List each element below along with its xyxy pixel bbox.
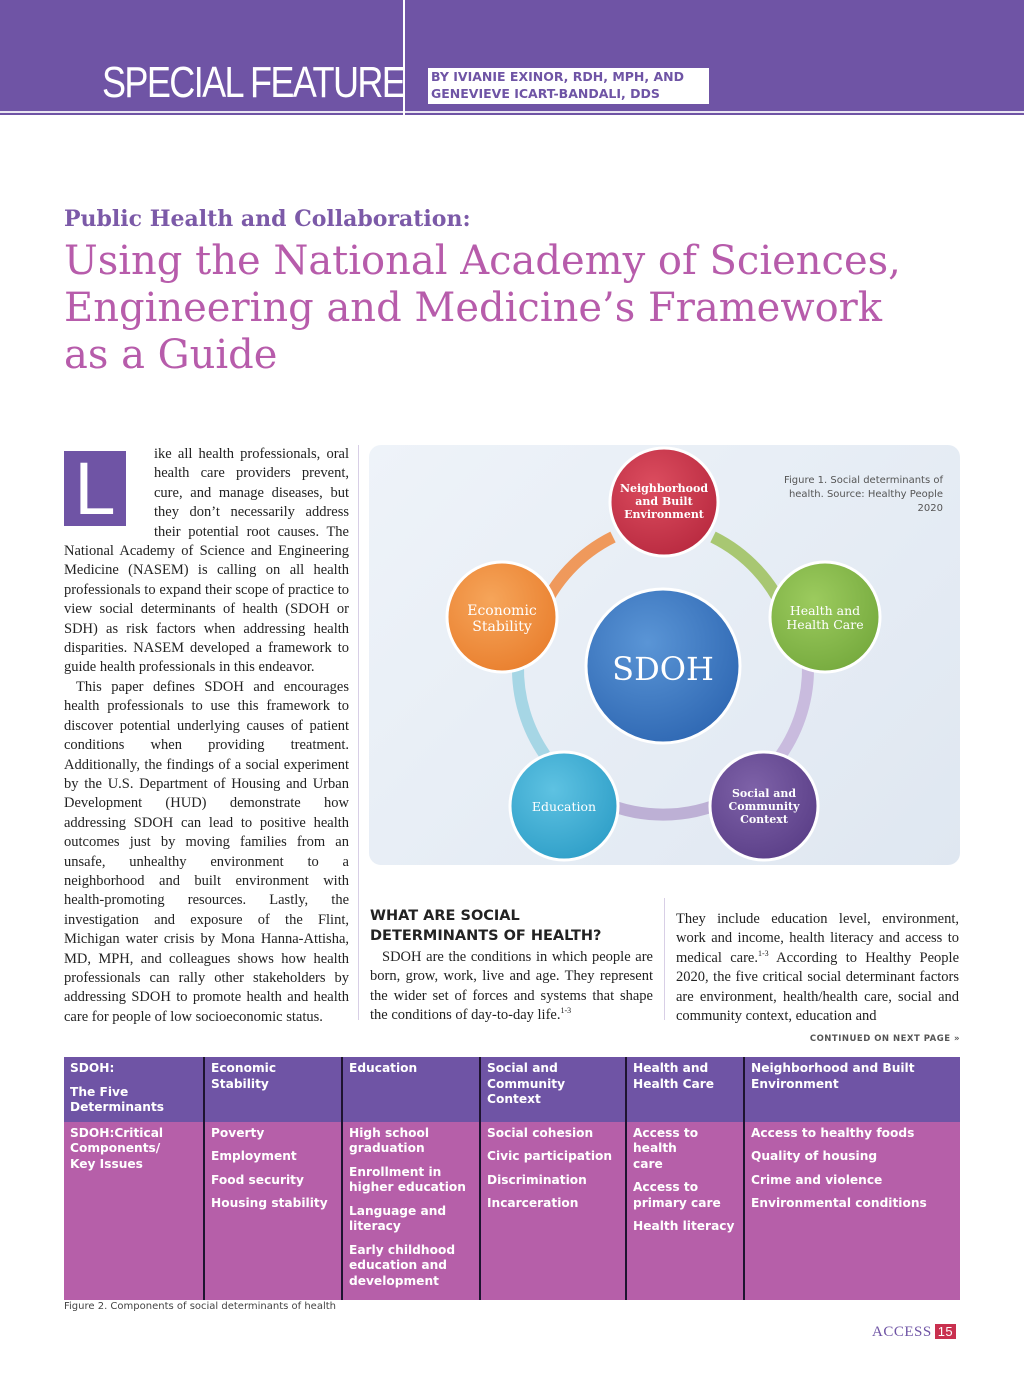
caption-line: 2020	[917, 503, 943, 514]
list-item: Enrollment in	[349, 1164, 442, 1179]
node-social-label: Context	[740, 813, 788, 826]
node-health-label: Health and	[789, 603, 861, 618]
table-cell	[204, 1122, 342, 1300]
list-item: Access to	[633, 1180, 699, 1194]
header-text: The Five	[70, 1084, 129, 1099]
table-cell	[64, 1122, 204, 1300]
list-item: graduation	[349, 1141, 425, 1155]
byline-line-1: BY IVIANIE EXINOR, RDH, MPH, AND	[431, 69, 685, 84]
paragraph-4-cont: According to Healthy People 2020, the five critical social determinant factors are environment, health/health care, social and community context, education and	[676, 949, 959, 1025]
section-heading-line: DETERMINANTS OF HEALTH?	[370, 928, 602, 944]
table-header-cell	[204, 1057, 342, 1122]
header-text: Neighborhood and Built	[751, 1061, 915, 1075]
list-item: higher education	[349, 1180, 466, 1194]
list-item: education and	[349, 1258, 448, 1272]
table-header-cell	[744, 1057, 960, 1122]
list-item: Early childhood	[349, 1242, 456, 1257]
section-label: SPECIAL FEATURE	[102, 58, 405, 107]
header-text: Social and	[487, 1061, 558, 1075]
node-social-label: Social and	[731, 787, 797, 800]
node-social-label: Community	[728, 800, 800, 813]
sdoh-table	[64, 1057, 960, 1300]
node-education-label: Education	[531, 799, 597, 814]
list-item: literacy	[349, 1219, 401, 1233]
header-text: Health and	[633, 1061, 709, 1075]
title-line-2: Engineering and Medicine’s Framework	[64, 285, 883, 331]
node-neighborhood-label: Environment	[624, 508, 704, 521]
list-item: Quality of housing	[751, 1149, 878, 1163]
table-cell	[480, 1122, 626, 1300]
byline-line-2: GENEVIEVE ICART-BANDALI, DDS	[431, 86, 660, 101]
magazine-name: ACCESS	[872, 1324, 932, 1340]
node-neighborhood-label: and Built	[635, 495, 693, 508]
table-row	[64, 1122, 960, 1300]
header-text: Economic Stability	[211, 1061, 277, 1091]
table-header-cell	[64, 1057, 204, 1122]
list-item: Access to healthy foods	[751, 1125, 915, 1140]
header-text: SDOH:	[70, 1061, 115, 1075]
list-item: Housing stability	[211, 1196, 328, 1210]
list-item: Employment	[211, 1149, 297, 1163]
sdoh-center-label: SDOH	[612, 650, 714, 688]
caption-line: health. Source: Healthy People	[788, 489, 943, 500]
list-item: Poverty	[211, 1125, 265, 1140]
ring-arc	[518, 665, 545, 755]
reference-marker: 1-3	[757, 948, 769, 958]
table-cell	[744, 1122, 960, 1300]
table-header-cell	[342, 1057, 480, 1122]
node-economic-label: Economic	[467, 603, 537, 619]
table-header-cell	[480, 1057, 626, 1122]
list-item: Crime and violence	[751, 1172, 883, 1187]
table-cell	[626, 1122, 744, 1300]
title-line-1: Using the National Academy of Sciences,	[64, 238, 901, 284]
table-cell	[342, 1122, 480, 1300]
paragraph-2: This paper defines SDOH and encourages health professionals to use this framework to discover potential underlying causes of patient conditions when providing treatment. Additionally, the findings of a social experiment by the U.S. Department of Housing and Urban Development (HUD) demonstrate how addressing SDOH can lead to positive health outcomes just by moving families from an unsafe, unhealthy environment to a neighborhood and built environment with health-promoting resources. Lastly, the investigation and exposure of the Flint, Michigan water crisis by Mona Hanna-Attisha, MD, MPH, and colleagues shows how health professionals can rally other stakeholders by addressing SDOH to promote health and health care for people of low socioeconomic status.	[64, 678, 349, 1025]
page-number: 15	[935, 1324, 956, 1339]
page-footer	[872, 1324, 956, 1341]
header-text: Education	[349, 1061, 418, 1075]
title-line-3: as a Guide	[64, 332, 278, 378]
article-column-3	[676, 910, 959, 1026]
list-item: Access to health	[633, 1125, 699, 1155]
list-item: Discrimination	[487, 1172, 587, 1187]
figure-2-caption: Figure 2. Components of social determinants of health	[64, 1301, 336, 1312]
list-item: primary care	[633, 1195, 721, 1210]
paragraph-1: ike all health professionals, oral health care providers prevent, cure, and manage diseases, but they don’t necessarily address their potential root causes. The National Academy of Science and Engineering Medicine (NASEM) is calling on all health professionals to expand their scope of practice to view social determinants of health (SDOH or SDH) as risk factors when addressing health disparities. NASEM developed a framework to guide health professionals in this endeavor.	[64, 446, 349, 676]
header-text: Environment	[751, 1076, 839, 1091]
article-column-2	[370, 948, 653, 1026]
article-kicker: Public Health and Collaboration:	[64, 206, 471, 232]
list-item: care	[633, 1156, 663, 1171]
list-item: Health literacy	[633, 1219, 735, 1233]
list-item: Language and	[349, 1203, 447, 1218]
header-text: Determinants	[70, 1100, 165, 1114]
figure-1-caption	[780, 474, 943, 516]
section-heading-line: WHAT ARE SOCIAL	[370, 908, 520, 924]
row-label: SDOH:Critical	[70, 1125, 164, 1140]
list-item: Food security	[211, 1172, 304, 1187]
table-header-row	[64, 1057, 960, 1122]
caption-line: Figure 1. Social determinants of	[783, 475, 943, 486]
reference-marker: 1-3	[560, 1006, 572, 1016]
drop-cap: L	[64, 451, 126, 526]
section-heading	[370, 906, 650, 946]
row-label: Components/	[70, 1141, 161, 1155]
continued-link[interactable]: CONTINUED ON NEXT PAGE »	[809, 1034, 960, 1044]
ring-arc	[781, 665, 808, 755]
list-item: Incarceration	[487, 1196, 579, 1210]
node-neighborhood-label: Neighborhood	[619, 482, 709, 495]
paragraph-3: SDOH are the conditions in which people are born, grow, work, live and age. They represent the wider set of forces and systems that shape the conditions of day-to-day life.	[370, 949, 653, 1024]
list-item: Environmental conditions	[751, 1196, 927, 1210]
node-health-label: Health Care	[786, 617, 864, 632]
list-item: High school	[349, 1125, 430, 1140]
list-item: Civic participation	[487, 1149, 613, 1163]
table-header-cell	[626, 1057, 744, 1122]
header-text: Health Care	[633, 1076, 715, 1091]
header-text: Community Context	[487, 1076, 566, 1106]
list-item: development	[349, 1273, 439, 1288]
row-label: Key Issues	[70, 1156, 143, 1171]
node-economic-label: Stability	[472, 619, 532, 635]
paragraph-4: They include education level, environment, work and income, health literacy and access to medical care.	[676, 911, 959, 966]
list-item: Social cohesion	[487, 1125, 594, 1140]
